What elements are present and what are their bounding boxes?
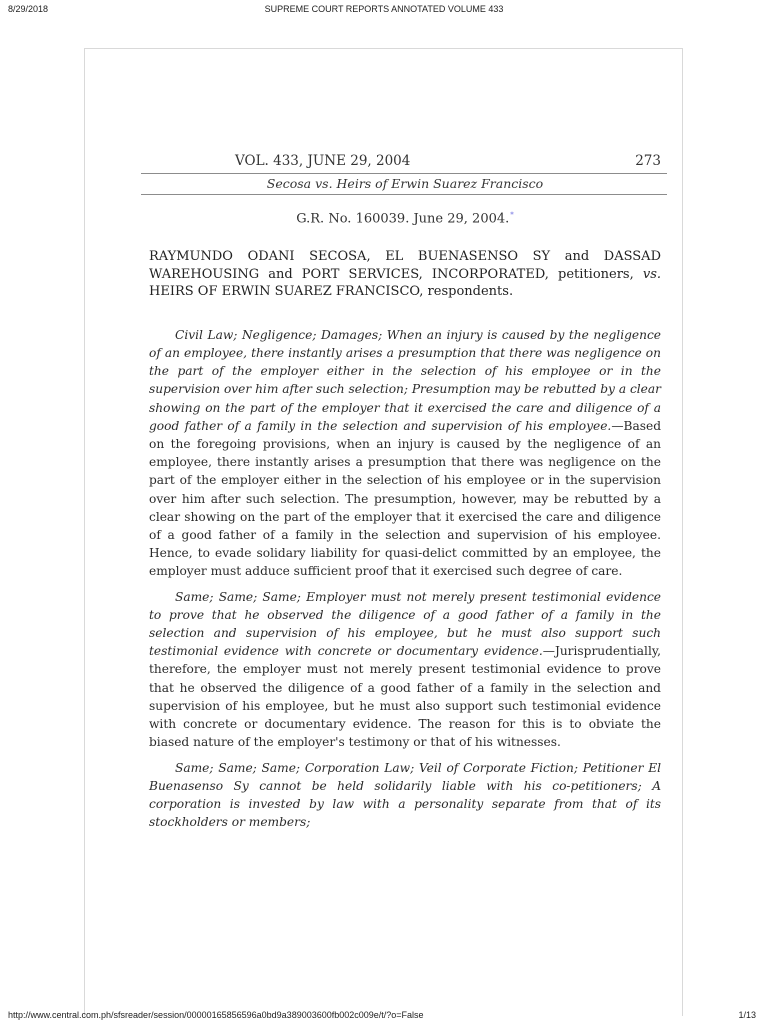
parties-block	[149, 248, 661, 301]
page-number: 273	[635, 153, 661, 169]
syllabus-heading: Civil Law; Negligence; Damages; When an injury is caused by the negligence of an employee, there instantly arises a presumption that there was negligence on the part of the employer either in the selection of his employee or in the supervision over him after such selection; Presumption may be rebutted by a clear showing on the part of the employer that it exercised the care and diligence of a good father of a family in the selection and supervision of his employee.	[149, 327, 661, 433]
footnote-link[interactable]: *	[510, 211, 514, 219]
syllabus-text: —Based on the foregoing provisions, when an injury is caused by the negligence of an employee, there instantly arises a presumption that there was negligence on the part of the employer either in the selection of his employee or in the supervision over him after such selection. The presumption, however, may be rebutted by a clear showing on the part of the employer that it exercised the care and diligence of a good father of a family in the selection and supervision of his employee. Hence, to evade solidary liability for quasi-delict committed by an employee, the employer must adduce sufficient proof that it exercised such degree of care.	[149, 418, 661, 579]
print-title: SUPREME COURT REPORTS ANNOTATED VOLUME 433	[264, 4, 504, 14]
document-page	[84, 48, 683, 1016]
volume-line: VOL. 433, JUNE 29, 2004	[235, 153, 411, 169]
syllabus-paragraph	[149, 588, 661, 752]
gr-number-line	[149, 211, 661, 226]
petitioners: RAYMUNDO ODANI SECOSA, EL BUENASENSO SY and DASSAD WAREHOUSING and PORT SERVICES, INCORPORATED, petitioners,	[149, 249, 661, 282]
syllabus-text: —Jurisprudentially, therefore, the employer must not merely present testimonial evidence to prove that he observed the diligence of a good father of a family in the selection and supervision of his employee, but he must also support such testimonial evidence with concrete or documentary evidence. The reason for this is to obviate the biased nature of the employer's testimony or that of his witnesses.	[149, 644, 661, 750]
versus: vs.	[642, 266, 661, 282]
page-content	[149, 153, 661, 838]
header-rule-bottom	[141, 194, 667, 195]
print-footer	[0, 1010, 768, 1024]
print-page-count: 1/13	[738, 1010, 756, 1020]
syllabus-paragraph	[149, 326, 661, 581]
print-header	[0, 4, 768, 18]
print-url: http://www.central.com.ph/sfsreader/session/00000165856596a0bd9a389003600fb002c009e/t/?o=False	[8, 1010, 424, 1020]
respondents: HEIRS OF ERWIN SUAREZ FRANCISCO, respondents.	[149, 284, 514, 300]
case-subtitle: Secosa vs. Heirs of Erwin Suarez Francisco	[266, 176, 544, 191]
print-date: 8/29/2018	[8, 4, 49, 14]
syllabus-heading: Same; Same; Same; Corporation Law; Veil of Corporate Fiction; Petitioner El Buenasenso Sy cannot be held solidarily liable with his co-petitioners; A corporation is invested by law with a personality separate from that of its stockholders or members;	[149, 760, 661, 830]
running-header	[149, 153, 661, 173]
syllabus-paragraph	[149, 759, 661, 832]
syllabus-heading: Same; Same; Same; Employer must not merely present testimonial evidence to prove that he observed the diligence of a good father of a family in the selection and supervision of his employee, but he must also support such testimonial evidence with concrete or documentary evidence.	[149, 589, 661, 659]
syllabus	[149, 326, 661, 831]
gr-number: G.R. No. 160039. June 29, 2004.	[296, 211, 510, 227]
